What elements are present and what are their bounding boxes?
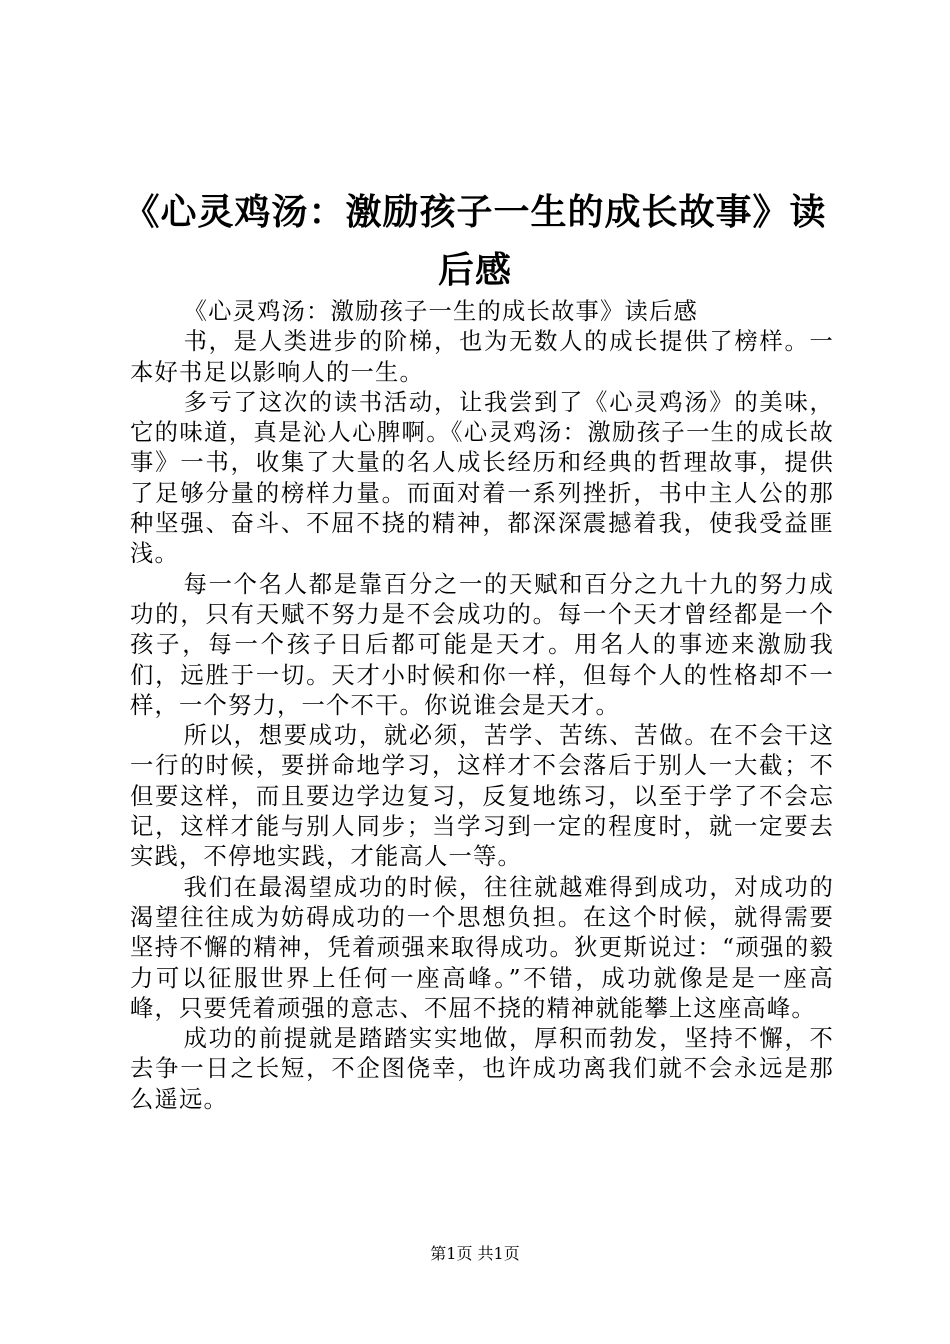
page-number-footer: 第1页 共1页 (430, 1244, 520, 1263)
body-paragraph: 所以，想要成功，就必须，苦学、苦练、苦做。在不会干这一行的时候，要拼命地学习，这样才不会落后于别人一大截；不但要这样，而且要边学边复习，反复地练习，以至于学了不会忘记，这样才能与别人同步；当学习到一定的程度时，就一定要去实践，不停地实践，才能高人一等。 (130, 722, 834, 871)
body-paragraph: 每一个名人都是靠百分之一的天赋和百分之九十九的努力成功的，只有天赋不努力是不会成功的。每一个天才曾经都是一个孩子，每一个孩子日后都可能是天才。用名人的事迹来激励我们，远胜于一切。天才小时候和你一样，但每个人的性格却不一样，一个努力，一个不干。你说谁会是天才。 (130, 570, 834, 719)
body-paragraph: 多亏了这次的读书活动，让我尝到了《心灵鸡汤》的美味，它的味道，真是沁人心脾啊。《心灵鸡汤：激励孩子一生的成长故事》一书，收集了大量的名人成长经历和经典的哲理故事，提供了足够分量的榜样力量。而面对着一系列挫折，书中主人公的那种坚强、奋斗、不屈不挠的精神，都深深震撼着我，使我受益匪浅。 (130, 388, 834, 568)
document-body (130, 297, 834, 1115)
body-paragraph: 成功的前提就是踏踏实实地做，厚积而勃发，坚持不懈，不去争一日之长短，不企图侥幸，也许成功离我们就不会永远是那么遥远。 (130, 1025, 834, 1113)
body-paragraph: 《心灵鸡汤：激励孩子一生的成长故事》读后感 (183, 298, 699, 325)
body-paragraph: 我们在最渴望成功的时候，往往就越难得到成功，对成功的渴望往往成为妨碍成功的一个思想负担。在这个时候，就得需要坚持不懈的精神，凭着顽强来取得成功。狄更斯说过：“顽强的毅力可以征服世界上任何一座高峰。”不错，成功就像是是一座高峰，只要凭着顽强的意志、不屈不挠的精神就能攀上这座高峰。 (130, 873, 834, 1022)
document-title: 《心灵鸡汤：激励孩子一生的成长故事》读后感 (123, 191, 827, 291)
body-paragraph: 书，是人类进步的阶梯，也为无数人的成长提供了榜样。一本好书足以影响人的一生。 (130, 328, 834, 386)
